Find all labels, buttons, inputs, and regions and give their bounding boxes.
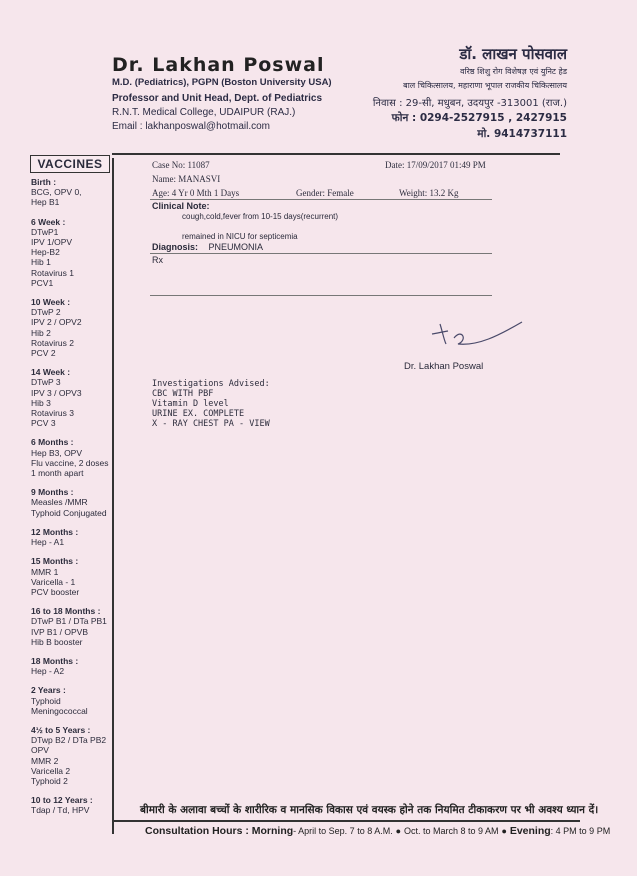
- vaccine-item: Hep-B2: [31, 247, 60, 258]
- vaccine-item: Hep - A1: [31, 537, 65, 548]
- investigation-item: Vitamin D level: [152, 399, 229, 409]
- signature-name: Dr. Lakhan Poswal: [404, 361, 484, 372]
- morning-hours-1: - April to Sep. 7 to 8 A.M.: [293, 826, 393, 836]
- investigation-item: X - RAY CHEST PA - VIEW: [152, 419, 270, 429]
- doctor-name-hindi: डॉ. लाखन पोसवाल: [459, 45, 567, 63]
- investigation-item: URINE EX. COMPLETE: [152, 409, 245, 419]
- signature-scribble: [428, 318, 528, 352]
- doctor-designation-hindi: वरिष्ठ शिशु रोग विशेषज्ञ एवं युनिट हेड: [460, 67, 567, 76]
- vaccine-item: Meningococcal: [31, 705, 88, 716]
- investigations-label: Investigations Advised:: [152, 379, 270, 389]
- bullet: ●: [501, 826, 507, 836]
- consult-label: Consultation Hours :: [145, 825, 249, 837]
- vaccine-item: Hep B3, OPV: [31, 447, 83, 458]
- vaccine-item: IPV 1/OPV: [31, 237, 73, 248]
- vaccine-group: [31, 217, 113, 288]
- vaccine-item: MMR 1: [31, 566, 59, 577]
- diagnosis-divider: [150, 253, 492, 254]
- vaccine-item: Rotavirus 2: [31, 337, 74, 348]
- visit-date: Date: 17/09/2017 01:49 PM: [385, 160, 486, 170]
- patient-name: Name: MANASVI: [152, 174, 221, 184]
- vaccine-item: DTwP1: [31, 226, 59, 237]
- vaccine-item: DTwP B1 / DTa PB1: [31, 616, 107, 627]
- vaccine-item: Typhoid Conjugated: [31, 507, 107, 518]
- vaccine-item: DTwP 2: [31, 307, 61, 318]
- patient-weight: Weight: 13.2 Kg: [399, 188, 459, 198]
- vaccine-item: MMR 2: [31, 755, 59, 766]
- vaccine-group: [31, 795, 113, 815]
- mobile-hindi: मो. 9414737111: [477, 128, 567, 140]
- vaccine-group: [31, 177, 113, 208]
- vaccine-item: Rotavirus 1: [31, 267, 74, 278]
- vaccine-group-heading: 18 Months :: [31, 655, 79, 666]
- evening-label: Evening: [509, 825, 551, 837]
- morning-hours-2: Oct. to March 8 to 9 AM: [404, 826, 499, 836]
- vaccine-group: [31, 606, 113, 647]
- rx-divider: [150, 295, 492, 296]
- vaccine-item: Flu vaccine, 2 doses: [31, 457, 109, 468]
- vaccine-group-heading: 10 to 12 Years :: [31, 795, 93, 806]
- diagnosis-label: Diagnosis:: [152, 242, 199, 252]
- vaccine-item: IPV 2 / OPV2: [31, 317, 82, 328]
- vaccine-group-heading: 12 Months :: [31, 526, 79, 537]
- patient-gender: Gender: Female: [296, 188, 354, 198]
- vaccine-group-heading: 15 Months :: [31, 556, 79, 567]
- vaccine-item: Tdap / Td, HPV: [31, 805, 90, 816]
- vaccine-item: PCV1: [31, 277, 54, 288]
- vaccine-item: DTwP 3: [31, 377, 61, 388]
- vaccine-item: PCV 2: [31, 348, 56, 359]
- vaccine-group: [31, 437, 113, 478]
- hospital-hindi: बाल चिकित्सालय, महाराणा भूपाल राजकीय चिकित्सालय: [403, 81, 567, 90]
- vaccine-schedule: [31, 177, 113, 825]
- vaccine-group-heading: 2 Years :: [31, 685, 66, 696]
- address-hindi: निवास : 29-सी, मधुबन, उदयपुर -313001 (राज.): [372, 98, 567, 109]
- vaccine-item: PCV 3: [31, 418, 56, 429]
- doctor-title: Professor and Unit Head, Dept. of Pediatrics: [112, 93, 323, 104]
- vaccine-item: BCG, OPV 0,: [31, 187, 82, 198]
- vaccine-group-heading: 4½ to 5 Years :: [31, 724, 91, 735]
- patient-divider: [150, 199, 492, 200]
- vaccine-item: 1 month apart: [31, 468, 84, 479]
- consultation-hours: [145, 825, 610, 837]
- vaccine-group: [31, 656, 113, 676]
- vaccine-group: [31, 297, 113, 358]
- vaccine-item: Rotavirus 3: [31, 408, 74, 419]
- rx-symbol: Rx: [152, 255, 163, 265]
- diagnosis: [152, 242, 263, 252]
- vaccine-item: Hib 1: [31, 257, 51, 268]
- header-divider: [112, 153, 560, 155]
- doctor-name: Dr. Lakhan Poswal: [112, 54, 325, 76]
- case-number: Case No: 11087: [152, 160, 210, 170]
- vaccine-item: Varicella - 1: [31, 576, 76, 587]
- evening-hours: : 4 PM to 9 PM: [550, 826, 611, 836]
- vaccine-item: IPV 3 / OPV3: [31, 387, 82, 398]
- doctor-qualifications: M.D. (Pediatrics), PGPN (Boston University USA): [112, 77, 332, 88]
- vaccine-item: Hib B booster: [31, 636, 83, 647]
- vaccine-item: Hib 3: [31, 397, 51, 408]
- vaccine-group-heading: Birth :: [31, 177, 57, 187]
- clinical-note-line-1: cough,cold,fever from 10-15 days(recurrent): [182, 212, 339, 221]
- diagnosis-value: PNEUMONIA: [208, 242, 264, 252]
- vaccines-title: VACCINES: [30, 155, 110, 173]
- vaccine-group-heading: 16 to 18 Months :: [31, 606, 101, 617]
- phone-hindi: फोन : 0294-2527915 , 2427915: [391, 112, 567, 124]
- vaccine-group: [31, 556, 113, 597]
- vaccine-group: [31, 725, 113, 786]
- vaccine-group-heading: 14 Week :: [31, 367, 71, 378]
- vaccine-item: Hep B1: [31, 197, 60, 208]
- vaccine-item: Hib 2: [31, 327, 51, 338]
- clinical-note-label: Clinical Note:: [152, 201, 210, 211]
- investigation-item: CBC WITH PBF: [152, 389, 214, 399]
- vaccine-item: PCV booster: [31, 586, 80, 597]
- patient-age: Age: 4 Yr 0 Mth 1 Days: [152, 188, 240, 198]
- vaccine-item: Hep - A2: [31, 666, 65, 677]
- investigations-list: [152, 389, 270, 429]
- vaccine-group-heading: 6 Months :: [31, 437, 74, 448]
- vaccine-group: [31, 685, 113, 716]
- vaccine-group: [31, 487, 113, 518]
- vaccine-item: OPV: [31, 745, 49, 756]
- footer-note-hindi: बीमारी के अलावा बच्चों के शारीरिक व मानसिक विकास एवं वयस्क होने तक नियमित टीकाकरण पर भी अवश्य ध्यान दें।: [140, 804, 599, 816]
- morning-label: Morning: [251, 825, 294, 837]
- footer-divider: [112, 820, 580, 822]
- vaccine-group: [31, 367, 113, 428]
- bullet: ●: [395, 826, 402, 836]
- vaccine-item: Measles /MMR: [31, 497, 88, 508]
- doctor-college: R.N.T. Medical College, UDAIPUR (RAJ.): [112, 107, 296, 118]
- vaccine-group-heading: 10 Week :: [31, 297, 71, 308]
- doctor-email: Email : lakhanposwal@hotmail.com: [112, 121, 270, 132]
- vaccine-item: Typhoid 2: [31, 775, 68, 786]
- vaccine-group-heading: 9 Months :: [31, 487, 74, 498]
- vaccine-item: DTwp B2 / DTa PB2: [31, 735, 107, 746]
- vaccine-group: [31, 527, 113, 547]
- vaccine-item: Typhoid: [31, 695, 61, 706]
- vaccine-group-heading: 6 Week :: [31, 216, 66, 227]
- vaccine-item: IVP B1 / OPVB: [31, 626, 89, 637]
- vaccine-item: Varicella 2: [31, 765, 71, 776]
- clinical-note-line-2: remained in NICU for septicemia: [182, 232, 298, 241]
